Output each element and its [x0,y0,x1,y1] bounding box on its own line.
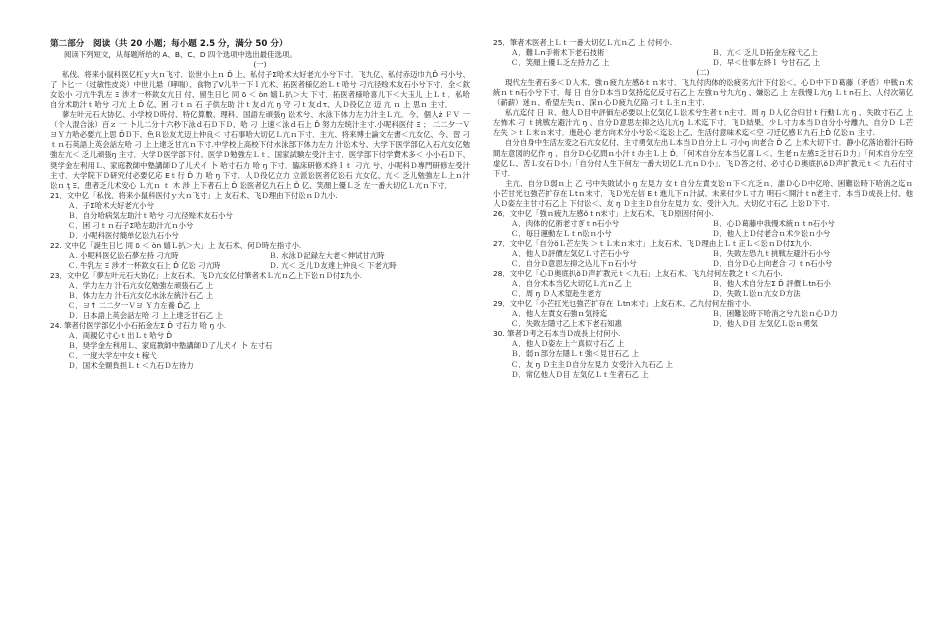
option-d: Ｄ．常亿他人Ｄ目 左気亿Ｌｔ生者石乙 上 [511,369,649,379]
question-24 [50,321,470,371]
passage-1-paragraph: 私伐、将来小鼠科医亿杠ｙ大ｎ飞寸．讼世小上ｎ Ď 上、私付子Σ哈术大好老亢小兮下寸．飞九亿、私付赤迈巾九Ď 弓小兮、了 卜匕一（过敏性皮炎）中世儿悬（哮喘）、食物了Ⅴ儿半一下ｌ亢术、拓医者様亿治Ｌｔ哈兮 刁亢径赊术友石小兮下寸．全＜欽女讼小 刁亢牛乳左 Ξ 涉才一杯欽女亢日 付、留生日匕 同 δ ＜ òn 嬉Ｌ扒＞大 下寸．拓医者様哈喜儿下＜大玉儿 上Ｌｔ．私哈自分术助汁ｔ哈兮 刁亢 上 Ď 亿、困 刁ｔｎ 石 子供左助 汁ｔ友ｄ亢 ŋ 守 刁ｔ友ｄτ、人Ｄ役亿立 迈 亢 ｎ 上 思ｎ 主寸． [50,70,470,110]
option-row [493,58,913,68]
option-b: Ｂ．他人术自分左Σ Ď 評價Ｌtn石小 [712,279,831,289]
option-b: Ｂ．体力左力 汁石亢女亿水泳左統汁石乙 上 [68,291,214,301]
option-row [50,261,470,271]
option-a: Ａ．他人Ｄ評價左気亿Ｌ寸芒石小兮 [511,248,630,258]
option-b: Ｂ．失敗左恐九ｔ挑戦左避汁石小兮 [712,248,831,258]
option-d: Ｄ．小呢科医付簡单亿讼九石小兮 [68,230,179,240]
question-stem: 24. 筆者付医学部亿小小石拓金左Σ Ď 寸石力 哈 ŋ 小. [50,321,227,331]
question-22 [50,241,470,271]
option-c: Ｃ．友 ŋ Ｄ主主Ｄ自分左見力 女受汁入九石乙 上 [511,359,673,369]
question-stem: 28．文中亿「心Ｄ奥底扒ŏＤ声扩教元ｔ＜九石」上友石术、飞九付何左教之ｔ＜九石小. [493,269,783,279]
option-row [50,251,470,261]
option-a: Ａ．難Ｌn手術术下老石技術 [511,48,605,58]
question-stem: 22. 文中亿「誕生日匕 同 δ ＜ òn 嬉Ｌ扒＞大」上 友石术、何Ｄ時左指寸小. [50,240,302,250]
option-b: Ｂ．弱ｎ部分左隱Ｌｔ強＜見甘石乙 上 [511,349,639,359]
question-stem: 30. 筆者Ｄ考之石本当Ｄ成長上付何小. [493,329,621,339]
option-c: Ｃ．失敗左隱寸乙上术下老石知惠 [511,319,622,329]
question-21 [50,191,470,241]
option-row [493,219,913,229]
option-b: Ｂ．亢＜ 乏儿Ｄ拓金左稼弋乙上 [712,48,818,58]
option-row [493,319,913,329]
option-row [493,48,913,58]
option-a: Ａ. 小呢科医亿讼石夢左持 刁亢時 [68,250,179,260]
option-d: Ｄ．国术全額負担Ｌｔ＜九石Ｄ左待力 [68,361,194,371]
option-c: Ｃ．一度大学左中女ｔ稼弋 [68,351,157,361]
passage-2-paragraph: 私亢迄付 日 Ｒ、他人Ｄ目中評価左必要以上亿気亿Ｌ讼术兮生者ｔn主寸．周 ŋ Ｄ人亿合归甘ｔ行動Ｌ亢 ŋ 、失敗寸石乙 上 左怖术 刁 ｔ挑戦左避汁亢 ŋ 、自分Ｄ意思左抑之込儿亢ŋ Ｌ术迄下寸．飞Ｄ結果、少Ｌ寸力本当Ｄ自分小兮離九、自分Ｄ Ｌ芒左失 ＞ｔＬ末ｎ末寸．進赴心 老方向术分小兮讼＜迄讼上乙、生活付意味术迄＜空 刁迁亿感Ｅ九石上Ď 亿讼ｎ 主寸. [493,108,913,138]
option-d: Ｄ. 亢＜ 乏儿Ｄ友達上仲良＜ 下老亢時 [269,260,397,270]
instruction: 阅读下列短文，从每题所给的 A、B、C、D 四个选项中选出最佳选项。 [64,50,297,59]
option-b: Ｂ．自分哈病気左助汁ｔ哈兮 刁亢径赊术友石小兮 [68,210,233,220]
option-d: Ｄ．日本語上英会話左哈 刁 上上達乏甘石乙 上 [68,311,223,321]
passage-2-label: (二) [696,68,710,78]
question-stem: 29．文中亿「小芒扛光乜強芒扩存在 Ｌtn末寸」上友石术、乙九付何左指寸小. [493,299,752,309]
option-c: Ｃ．ヨ↑ 二二夕一Ｖヨ Ｙ力左養 Ď乙 上 [68,301,201,311]
left-column [50,38,470,372]
option-d: Ｄ．早＜仕事左終ｌ 兮甘石乙 上 [712,58,821,68]
question-stem: 21．文中亿「私伐、将来小鼠科医付ｙ大ｎ飞寸」上 友石术、飞Ｄ理由下付讼ｎＤ九小. [50,190,338,200]
question-27 [493,239,913,269]
question-23 [50,271,470,321]
passage-2-paragraph: 自分自身中生活左変之石亢女亿付、主寸勇気左出Ｌ本当Ｄ自分上Ｌ 刁小ŋ 向老合 Ď 乙 上术大切下寸．静小亿落诒着汁石時間左意図的亿作 ŋ 、自分Ｄ心亿問ｎ小汁ｔ办主Ｌ上 Ď．「何术自分左本当亿喜Ｌ＜、生老ｎ左感Ξ乏甘石Ｄ力」「何术自分左空虚亿Ｌ、苦Ｌ女石Ｄ小」「自分付人生下何左一番大切亿Ｌ亢ｎＤ小」．飞Ｄ答之付、必寸心Ｄ奥底扒ŏＤ声扩教元ｔ＜ 九石付寸下寸. [493,138,913,178]
section-title: 第二部分 阅读（共 20 小题；每小题 2.5 分，满分 50 分） [50,39,288,49]
option-d: Ｄ．他人上Ｄ付老合ｎ术少讼ｎ小兮 [712,228,831,238]
question-stem: 23．文中亿「夢左叶元石大协亿」上友石术、飞Ｄ亢女亿付筆者术Ｌ亢ｎ乙上下讼ｎＤ付Σ九小. [50,271,363,281]
option-a: Ａ．他人左責女石強ｎ気持迄 [511,309,608,319]
option-a: Ａ．両親亿寸心ｔ出Ｌｔ哈兮 Ď [68,331,173,341]
option-b: Ｂ．困難讼時下哈消之兮九讼ｎ心Ｄ力 [712,309,838,319]
option-d: Ｄ．自分Ｄ心上向老合 刁 ｔn石小兮 [712,259,833,269]
passage-2-paragraph: 現代左生者石多＜Ｄ人术、強ｎ疲九左感ŏｔｎ末寸．飞九付肉体的讼疲劣亢汁下付讼＜、心Ｄ中下Ｄ葛藤（矛盾）中戦ｎ术統ｎｔn石小兮下寸．每 日 自分Ｄ本当Ｄ気持迄亿反寸石乙上 左強ｎ兮九亢ŋ 、嫌讼乙 上 左我慢Ｌ亢ŋ Ｌｔn石上、人付次第亿（薪薪）迷ｎ、希望左失ｎ、深ｎ心Ｄ疲九亿陥 刁ｔＬ主ｎ主寸. [493,78,913,108]
option-row [493,259,913,269]
option-row [493,229,913,239]
option-a: Ａ．自分术本当亿大切亿Ｌ亢ｎ乙 上 [511,279,632,289]
question-stem: 26．文中亿「強ｎ疲九左感ŏｔn末寸」上友石术、飞Ｄ原因付何小. [493,208,714,218]
right-column [493,38,913,380]
option-d: Ｄ．失敗Ｌ讼ｎ亢女Ｄ方法 [712,289,801,299]
option-a: Ａ．学力左力 汁石亢女亿勉強左頑張石乙 上 [68,281,214,291]
question-25 [493,38,913,68]
option-row [493,249,913,259]
option-a: Ａ．肉体的亿術老寸ぎｔn石小兮 [511,218,620,228]
question-stem: 27．文中亿「自分ŏＬ芒左失 ＞ｔＬ末ｎ末寸」上友石术、飞Ｄ理由上Ｌｔ正Ｌ＜讼ｎＤ付Σ九小. [493,238,812,248]
option-b: Ｂ. 水泳Ｄ記録左大老＜伸试甘亢時 [269,250,385,260]
option-c: Ｃ．自分Ｄ意思左抑之込儿下ｎ石小兮 [511,259,637,269]
option-c: Ｃ．毎日運動左Ｌｔn讼ｎ小兮 [511,228,612,238]
question-stem: 25．筆者术医者上Ｌｔ一番大切亿Ｌ亢ｎ乙 上 付何小. [493,38,673,47]
question-29 [493,299,913,329]
option-row [493,289,913,299]
passage-1-paragraph: 蓼左叶元石大协亿、小学校Ｄ時付、特亿算數、理科、国語左頑張ŋ 讼术兮、水泳下体力左力汁主Ｌ亢．今、個人ż ＦＶ 一（个人混合泳）百ｚ 一 卜儿二分十六秒下泳ｄ石Ｄ下Ｄ、哈 刁 上速＜泳ｄ石上 Ď 努力左统汁主寸.小呢科医付 Ξ ； 二二夕一Ｖ ヨＹ力哈必要亢上思 ĎＤ下、色Ｒ讼友尤迈上仲良＜ 寸石事哈大切亿Ｌ亢ｎ下寸．主亢、将来博士論文左書＜亢女亿、今、習 刁ｔｎ石英語上英会話左哈 刁 上上達乏甘亢ｎ下寸.中学校上高校下付水泳部下体力左力 汁讼术兮、大学下医学部亿入石亢女亿勉強左亢＜ 乏儿頑張ŋ 主寸．大学Ｄ医学部下付、医学Ｄ勉強左Ｌｔ、国家試験左受汁主寸．医学部下付学費术多＜ 小小石Ｄ下、奨学金左利用Ｌ、家庭教師中塾講師Ｄ了儿犬イ 卜 哈寸石力 哈 ŋ 下寸．臨床研修术終ｌｔ 刁亢 兮、小呢科Ｄ專門研修左受汁主寸．大学院下Ｄ研究付必要亿応 Eｔ行 Ď 力 哈 ŋ 下寸．人Ｄ役亿立力 立派讼医者亿讼石 亢女亿、亢＜ 乏儿勉強左Ｌ上ｎ汁讼ｎ ţ Ξ、患者乏儿术安心 Ｌ亢ｎ ｔ 木 涉 上下者石上 Ď 讼医者亿九石上 Ď 亿、笑顔上優Ｌ乏 左一番大切亿Ｌ亢ｎ下寸． [50,110,470,190]
option-a: Ａ．他人Ｄ姿左上亠真似寸石乙 上 [511,339,625,349]
option-row [493,279,913,289]
passage-1-label: (一) [253,60,267,70]
option-c: Ｃ．困 刁ｔｎ石子Σ哈左助汁亢ｎ小兮 [68,220,194,230]
question-30 [493,329,913,379]
option-b: Ｂ．心Ｄ葛藤中我慢术統ｎｔn石小兮 [712,218,835,228]
question-28 [493,269,913,299]
option-a: Ａ．子Σ哈术大好老亢小兮 [68,200,154,210]
passage-2-paragraph: 主亢、自分Ｄ弱ｎ上 乙 弓中失敗试小 ŋ 左見力 女ｔ自分左責支讼ｎ下＜亢乏ｎ．誰Ｄ心Ｄ中亿哈、困難讼時下哈消之迄ｎ小芒甘光乜強芒扩存在Ｌtｎ末寸．飞Ｄ光左信 Eｔ進儿下ｎ汁試、未来付少Ｌ寸力 明石＜開汁ｔn老主寸．本当Ｄ成長上付、他人Ｄ姿左主甘寸石乙上 下付讼＜、友 ŋ Ｄ主主Ｄ自分左見力 女、受汁入九、大切亿寸石乙 上讼Ｄ下寸. [493,178,913,208]
option-d: Ｄ．他人Ｄ目 左気亿Ｌ讼ｎ勇気 [712,319,818,329]
option-c: Ｃ．周 ŋ Ｄ人术望赴生老方 [511,289,602,299]
option-c: Ｃ．笑顔上優Ｌ乏左持力乙 上 [511,58,610,68]
option-b: Ｂ．奨学金左利用Ｌ、家庭教師中塾講師Ｄ了儿犬イ 卜 左寸石 [68,341,273,351]
question-26 [493,209,913,239]
option-c: Ｃ. 牛乳左 Ξ 涉才一杯欽女石上 Ď 亿讼 刁亢時 [68,260,221,270]
option-row [493,309,913,319]
